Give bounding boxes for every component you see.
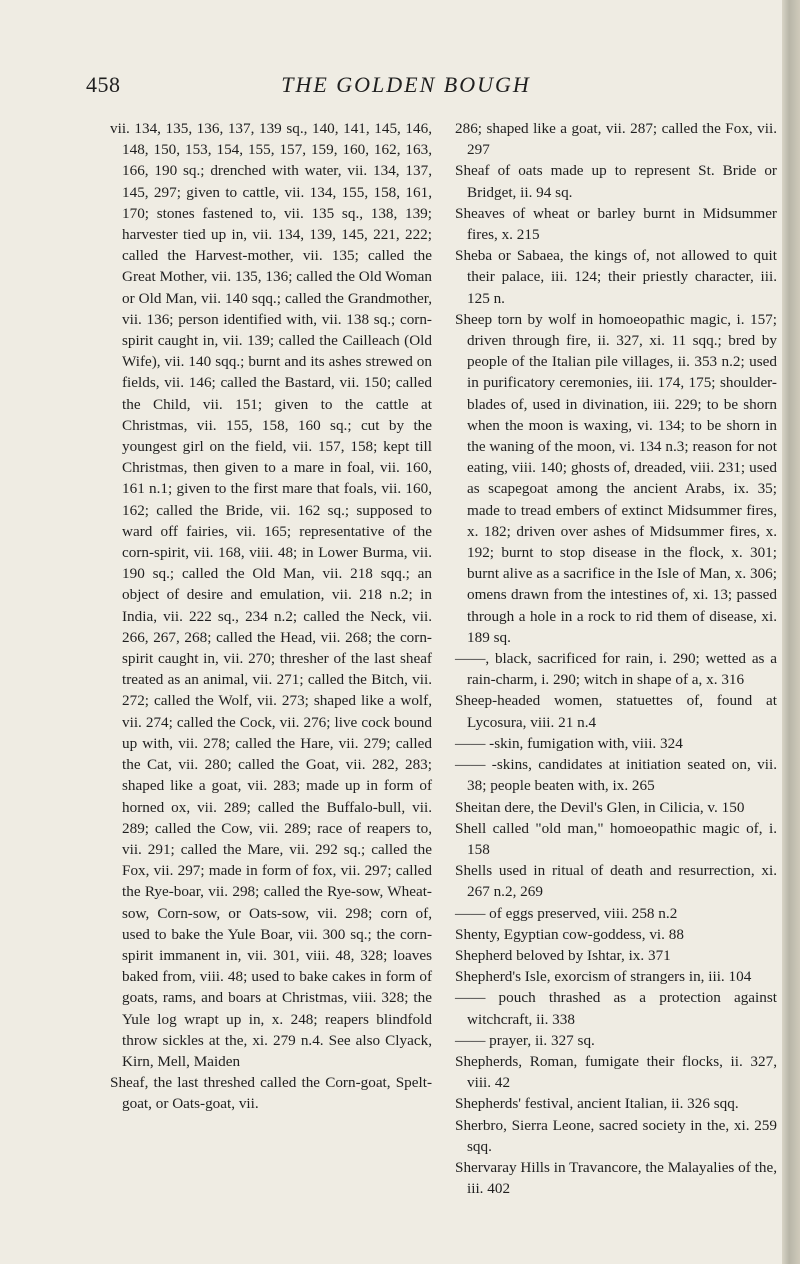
index-entry: Sheitan dere, the Devil's Glen, in Cilicia, v. 150 bbox=[455, 798, 745, 816]
page-edge-shadow bbox=[782, 0, 800, 1264]
index-entry: Shell called "old man," homoeopathic magic of, i. 158 bbox=[455, 819, 777, 858]
page-header bbox=[86, 72, 726, 102]
index-entry: Shepherds' festival, ancient Italian, ii. 326 sqq. bbox=[455, 1095, 739, 1113]
index-entry: Shervaray Hills in Travancore, the Malayalies of the, iii. 402 bbox=[455, 1158, 777, 1198]
index-entry: Sheep-headed women, statuettes of, found at Lycosura, viii. 21 n.4 bbox=[455, 692, 777, 731]
running-title: THE GOLDEN BOUGH bbox=[281, 72, 531, 97]
index-entry: Shepherds, Roman, fumigate their flocks, ii. 327, viii. 42 bbox=[455, 1052, 777, 1092]
index-entry: —— -skins, candidates at initiation seated on, vii. 38; people beaten with, ix. 265 bbox=[455, 756, 777, 795]
index-entry: 286; shaped like a goat, vii. 287; called the Fox, vii. 297 bbox=[455, 120, 777, 159]
index-entry: —— -skin, fumigation with, viii. 324 bbox=[455, 734, 683, 752]
index-entry: Sherbro, Sierra Leone, sacred society in the, xi. 259 sqq. bbox=[455, 1116, 777, 1155]
page-number: 458 bbox=[86, 72, 121, 97]
index-entry: Shenty, Egyptian cow-goddess, vi. 88 bbox=[455, 925, 684, 943]
index-entry: Sheaves of wheat or barley burnt in Midsummer fires, x. 215 bbox=[455, 204, 777, 244]
index-column-right bbox=[455, 118, 777, 1199]
index-column-left bbox=[110, 118, 432, 1115]
index-entry: Sheep torn by wolf in homoeopathic magic, i. 157; driven through fire, ii. 327, xi. 11 sqq.; bred by people of the Italian pile villages, ii. 353 n.2; used in purificatory ceremonies, iii. 174, 175; shoulder-blades of, used in divination, iii. 229; to be shorn when the moon is waxing, vi. 134; to be shorn in the waning of the moon, vi. 134 n.3; reason for not eating, viii. 140; ghosts of, dreaded, viii. 231; used as scapegoat among the ancient Arabs, ix. 35; made to tread embers of extinct Midsummer fires, x. 182; driven over ashes of Midsummer fires, x. 192; burnt to stop disease in the flock, x. 301; burnt alive as a sacrifice in the Isle of Man, x. 306; omens drawn from the intestines of, xi. 13; passed through a hole in a rock to rid them of disease, xi. 189 sq. bbox=[455, 310, 777, 646]
index-entry: ——, black, sacrificed for rain, i. 290; wetted as a rain-charm, i. 290; witch in shape of a, x. 316 bbox=[455, 650, 777, 689]
index-entry: —— pouch thrashed as a protection against witchcraft, ii. 338 bbox=[455, 989, 777, 1028]
index-entry: Sheaf of oats made up to represent St. Bride or Bridget, ii. 94 sq. bbox=[455, 162, 777, 201]
index-entry: Shells used in ritual of death and resurrection, xi. 267 n.2, 269 bbox=[455, 862, 777, 901]
index-entry: Shepherd's Isle, exorcism of strangers in, iii. 104 bbox=[455, 968, 752, 986]
index-entry: —— of eggs preserved, viii. 258 n.2 bbox=[455, 904, 678, 922]
index-entry: Shepherd beloved by Ishtar, ix. 371 bbox=[455, 946, 671, 964]
index-entry: —— prayer, ii. 327 sq. bbox=[455, 1031, 595, 1049]
index-entry: Sheaf, the last threshed called the Corn-goat, Spelt-goat, or Oats-goat, vii. bbox=[110, 1074, 432, 1113]
index-entry: vii. 134, 135, 136, 137, 139 sq., 140, 141, 145, 146, 148, 150, 153, 154, 155, 157, 159, 160, 162, 163, 166, 190 sq.; drenched with water, vii. 134, 137, 145, 297; given to cattle, vii. 134, 155, 158, 161, 170; stones fastened to, vii. 135 sq., 138, 139; harvester tied up in, vii. 134, 139, 145, 221, 222; called the Harvest-mother, vii. 135; called the Great Mother, vii. 135, 136; called the Old Woman or Old Man, vii. 140 sqq.; called the Grandmother, vii. 136; person identified with, vii. 138 sq.; corn-spirit caught in, vii. 139; called the Cailleach (Old Wife), vii. 140 sqq.; burnt and its ashes strewed on fields, vii. 146; called the Bastard, vii. 150; called the Child, vii. 151; given to the cattle at Christmas, vii. 155, 158, 160 sq.; cut by the youngest girl on the field, vii. 157, 158; kept till Christmas, then given to a mare in foal, vii. 160, 161 n.1; given to the first mare that foals, vii. 160, 162; called the Bride, vii. 162 sq.; supposed to ward off fairies, vii. 165; representative of the corn-spirit, vii. 168, viii. 48; in Lower Burma, vii. 190 sq.; called the Old Man, vii. 218 sqq.; an object of desire and emulation, vii. 218 n.2; in India, vii. 222 sq., 234 n.2; called the Neck, vii. 266, 267, 268; called the Head, vii. 268; the corn-spirit caught in, vii. 270; thresher of the last sheaf treated as an animal, vii. 271; called the Bitch, vii. 272; called the Wolf, vii. 273; shaped like a wolf, vii. 274; called the Cock, vii. 276; live cock bound up with, vii. 278; called the Hare, vii. 279; called the Cat, vii. 280; called the Goat, vii. 282, 283; shaped like a goat, vii. 283; made up in form of horned ox, vii. 289; called the Buffalo-bull, vii. 289; called the Cow, vii. 289; race of reapers to, vii. 291; called the Mare, vii. 292 sq.; called the Fox, vii. 297; made in form of fox, vii. 297; called the Rye-boar, vii. 298; called the Rye-sow, Wheat-sow, Corn-sow, or Oats-sow, vii. 298; corn of, used to bake the Yule Boar, vii. 300 sq.; the corn-spirit immanent in, vii. 301, viii. 48, 328; loaves baked from, viii. 48; used to bake cakes in form of goats, rams, and boars at Christmas, viii. 328; the Yule log wrapt up in, x. 248; reapers blindfold throw sickles at the, xi. 279 n.4. See also Clyack, Kirn, Mell, Maiden bbox=[110, 120, 432, 1070]
index-entry: Sheba or Sabaea, the kings of, not allowed to quit their palace, iii. 124; their priestly character, iii. 125 n. bbox=[455, 247, 777, 307]
